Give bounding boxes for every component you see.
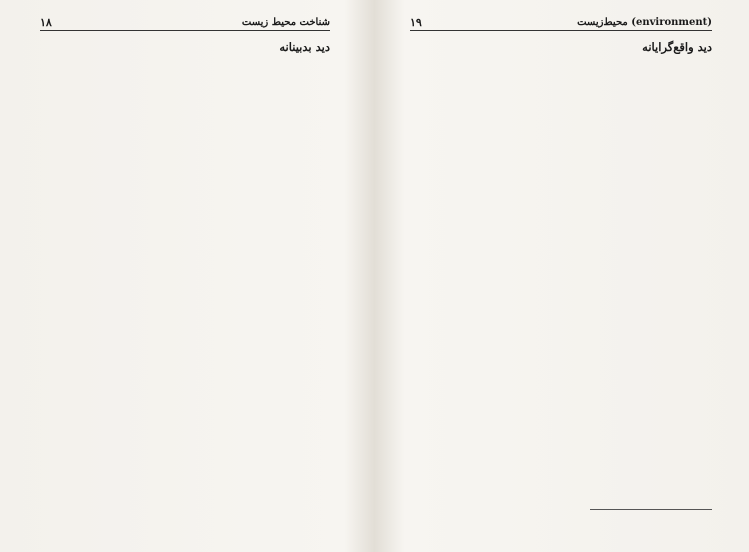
text-line (40, 360, 330, 376)
text-line (40, 60, 330, 76)
footnote-line (410, 546, 712, 549)
text-line (410, 346, 712, 362)
left-page (0, 0, 374, 552)
text-line (410, 443, 712, 459)
text-line (156, 138, 330, 154)
left-paragraph-1 (40, 60, 330, 153)
text-line (410, 253, 712, 269)
text-line (531, 184, 712, 200)
text-line (531, 392, 712, 408)
text-line (40, 391, 330, 407)
text-line (40, 443, 330, 459)
text-line (410, 237, 712, 253)
text-line (410, 91, 712, 107)
text-line (531, 490, 712, 506)
text-line (410, 330, 712, 346)
right-page (375, 0, 749, 552)
text-line (40, 313, 330, 329)
left-page-number: ۱۸ (40, 15, 52, 29)
right-page-header-title: محیط‌زیست (environment) (577, 16, 712, 28)
text-line (40, 459, 330, 475)
text-line (40, 298, 330, 314)
text-line (40, 220, 330, 236)
text-line (40, 236, 330, 252)
text-line (410, 361, 712, 377)
text-line (410, 60, 712, 76)
text-line (40, 189, 330, 205)
left-paragraph-3 (40, 443, 330, 521)
left-page-header (40, 14, 330, 31)
text-line (410, 459, 712, 475)
text-line (410, 222, 712, 238)
text-line (40, 107, 330, 123)
right-paragraph-1 (410, 60, 712, 200)
text-line (40, 422, 330, 438)
text-line (410, 268, 712, 284)
text-line (40, 282, 330, 298)
text-line (410, 377, 712, 393)
text-line (40, 205, 330, 221)
right-page-header (410, 14, 712, 31)
left-page-header-title: شناخت محیط زیست (241, 16, 330, 28)
text-line (40, 174, 330, 190)
text-line (410, 153, 712, 169)
text-line (40, 490, 330, 506)
text-line (40, 267, 330, 283)
text-line (410, 206, 712, 222)
text-line (40, 158, 330, 174)
right-paragraph-3 (410, 412, 712, 505)
text-line (40, 91, 330, 107)
left-section-heading: دید بدبینانه (279, 40, 330, 54)
text-line (156, 505, 330, 521)
text-line (40, 122, 330, 138)
text-line (410, 169, 712, 185)
text-line (40, 251, 330, 267)
text-line (410, 428, 712, 444)
text-line (410, 122, 712, 138)
right-paragraph-2 (410, 206, 712, 408)
text-line (410, 412, 712, 428)
text-line (410, 299, 712, 315)
text-line (410, 474, 712, 490)
text-line (410, 76, 712, 92)
footnote-separator (590, 509, 712, 510)
text-line (40, 344, 330, 360)
footnotes (410, 511, 712, 549)
text-line (40, 329, 330, 345)
right-section-heading: دید واقع‌گرایانه (642, 40, 712, 54)
text-line (410, 138, 712, 154)
text-line (40, 375, 330, 391)
text-line (410, 284, 712, 300)
text-line (40, 474, 330, 490)
text-line (40, 76, 330, 92)
text-line (410, 107, 712, 123)
right-page-number: ۱۹ (410, 15, 422, 29)
text-line (410, 315, 712, 331)
text-line (40, 406, 330, 422)
